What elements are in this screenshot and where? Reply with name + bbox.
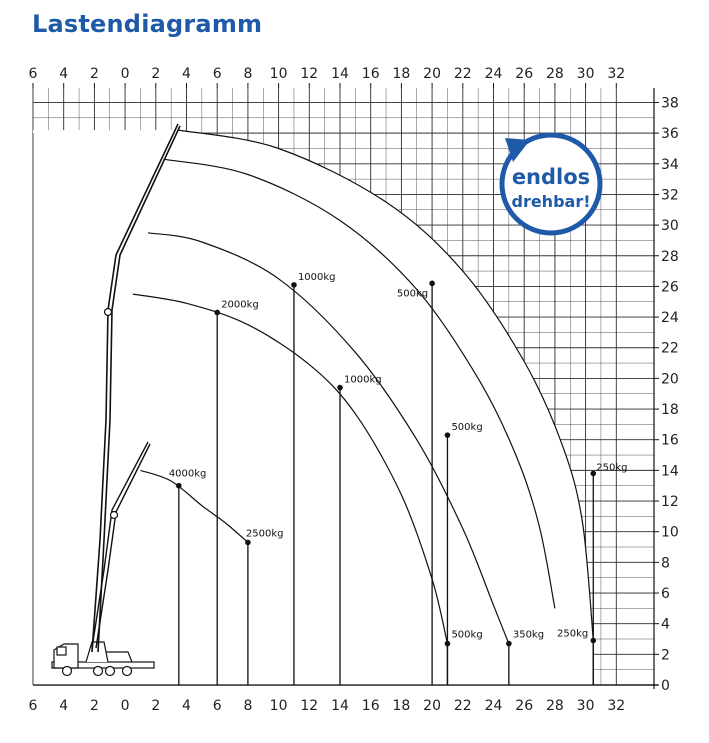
x-tick-label-bottom: 2 — [89, 698, 99, 714]
marker-label: 500kg — [451, 629, 483, 641]
y-tick-label: 8 — [661, 555, 670, 572]
marker-label: 2000kg — [221, 299, 259, 311]
y-tick-label: 4 — [661, 616, 670, 633]
badge-line-2: drehbar! — [511, 192, 591, 211]
x-tick-label-top: 4 — [182, 66, 191, 82]
x-tick-label-bottom: 26 — [515, 698, 534, 714]
x-tick-label-bottom: 18 — [392, 698, 411, 714]
y-axis-right — [654, 95, 679, 694]
badge-line-1: endlos — [511, 165, 591, 189]
page-title: Lastendiagramm — [32, 10, 263, 38]
marker-label: 500kg — [451, 422, 483, 434]
y-tick-label: 14 — [661, 463, 679, 480]
x-tick-label-top: 28 — [545, 66, 564, 82]
y-tick-label: 24 — [661, 310, 679, 327]
marker-label: 350kg — [512, 629, 545, 641]
marker-point — [506, 641, 512, 647]
x-axis-top — [29, 66, 626, 88]
y-tick-label: 36 — [661, 126, 679, 143]
marker-label: 1000kg — [344, 374, 382, 386]
marker-point — [291, 282, 297, 288]
x-tick-label-top: 2 — [151, 66, 161, 82]
marker-point — [337, 385, 343, 391]
x-tick-label-bottom: 6 — [212, 698, 222, 714]
x-tick-label-bottom: 4 — [59, 698, 69, 714]
y-tick-label: 18 — [661, 402, 679, 419]
x-tick-label-top: 12 — [300, 66, 319, 82]
x-tick-label-bottom: 10 — [269, 698, 288, 714]
marker-point — [590, 471, 596, 477]
y-tick-label: 10 — [661, 524, 679, 541]
y-tick-label: 0 — [661, 678, 670, 694]
x-tick-label-top: 18 — [392, 66, 411, 82]
x-tick-label-top: 14 — [331, 66, 349, 82]
y-tick-label: 2 — [661, 647, 670, 664]
y-tick-label: 32 — [661, 187, 679, 204]
marker-label: 500kg — [396, 288, 429, 300]
x-tick-label-top: 10 — [269, 66, 288, 82]
x-axis-bottom — [29, 698, 626, 714]
y-tick-label: 20 — [661, 371, 679, 388]
x-tick-label-top: 6 — [28, 66, 38, 82]
y-tick-label: 16 — [661, 432, 679, 449]
x-tick-label-top: 16 — [361, 66, 380, 82]
x-tick-label-bottom: 32 — [607, 698, 626, 714]
x-tick-label-top: 30 — [576, 66, 595, 82]
x-tick-label-bottom: 2 — [151, 698, 161, 714]
y-tick-label: 22 — [661, 340, 679, 357]
x-tick-label-bottom: 16 — [361, 698, 380, 714]
x-tick-label-top: 4 — [59, 66, 69, 82]
x-tick-label-top: 32 — [607, 66, 626, 82]
y-tick-label: 28 — [661, 248, 679, 265]
x-tick-label-bottom: 14 — [331, 698, 349, 714]
marker-point — [245, 540, 251, 546]
x-tick-label-bottom: 24 — [484, 698, 503, 714]
marker-point — [590, 638, 596, 644]
marker-label: 2500kg — [245, 528, 284, 540]
x-tick-label-bottom: 30 — [576, 698, 595, 714]
marker-label: 250kg — [557, 628, 589, 640]
y-tick-label: 6 — [661, 586, 670, 603]
marker-point — [445, 641, 451, 647]
marker-point — [429, 281, 435, 287]
x-tick-label-bottom: 0 — [120, 698, 130, 714]
x-tick-label-top: 20 — [423, 66, 442, 82]
x-tick-label-bottom: 28 — [545, 698, 564, 714]
x-tick-label-top: 8 — [243, 66, 253, 82]
x-tick-label-bottom: 8 — [243, 698, 253, 714]
x-tick-label-top: 22 — [453, 66, 472, 82]
x-tick-label-bottom: 12 — [300, 698, 319, 714]
y-tick-label: 30 — [661, 218, 679, 235]
marker-label: 1000kg — [297, 271, 336, 283]
x-tick-label-top: 26 — [515, 66, 534, 82]
y-tick-label: 26 — [661, 279, 679, 296]
x-tick-label-bottom: 22 — [453, 698, 472, 714]
y-tick-label: 12 — [661, 494, 679, 511]
x-tick-label-top: 24 — [484, 66, 503, 82]
x-tick-label-top: 6 — [212, 66, 222, 82]
x-tick-label-bottom: 20 — [423, 698, 442, 714]
marker-point — [445, 432, 451, 438]
marker-point — [214, 310, 220, 316]
x-tick-label-bottom: 4 — [182, 698, 191, 714]
x-tick-label-top: 2 — [89, 66, 99, 82]
y-tick-label: 34 — [661, 156, 679, 173]
endless-rotation-badge — [502, 135, 600, 233]
marker-point — [176, 483, 182, 489]
x-tick-label-bottom: 6 — [28, 698, 38, 714]
marker-label: 250kg — [596, 462, 628, 474]
x-tick-label-top: 0 — [120, 66, 130, 82]
marker-label: 4000kg — [168, 468, 207, 480]
y-tick-label: 38 — [661, 95, 679, 112]
